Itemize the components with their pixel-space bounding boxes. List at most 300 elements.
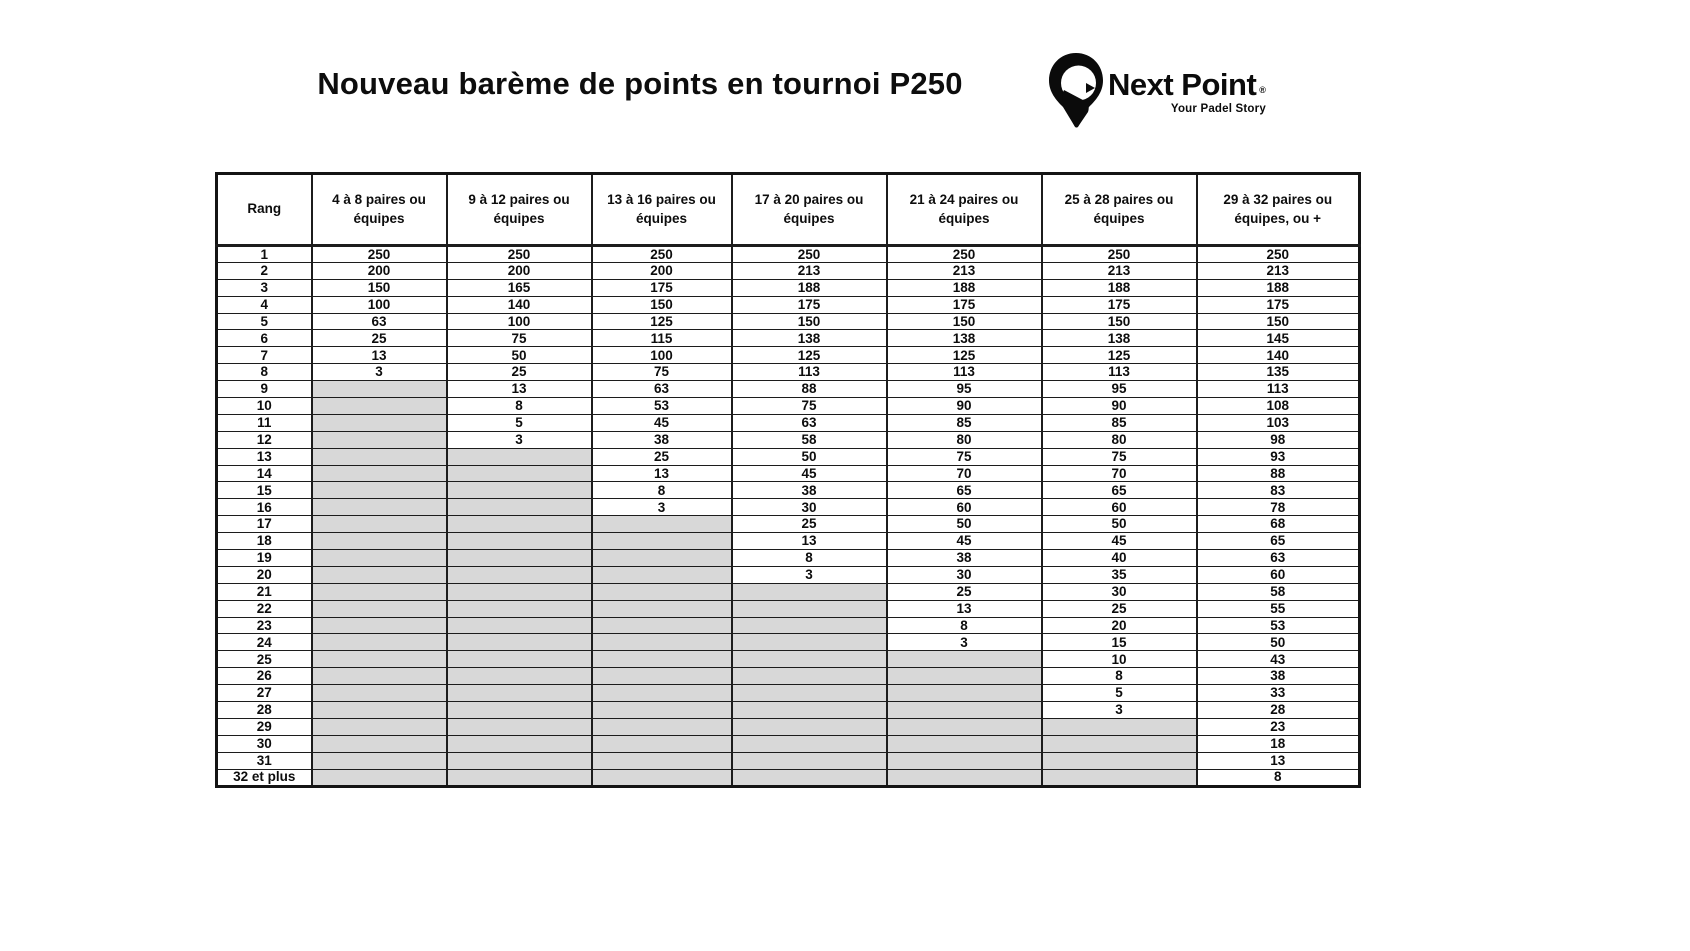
table-row xyxy=(217,702,1360,719)
points-cell: 50 xyxy=(732,448,887,465)
points-cell: 150 xyxy=(1197,313,1360,330)
table-row xyxy=(217,752,1360,769)
points-cell: 175 xyxy=(592,279,732,296)
points-cell: 53 xyxy=(1197,617,1360,634)
empty-points-cell xyxy=(887,718,1042,735)
points-table-wrapper xyxy=(215,172,1361,788)
rank-cell: 18 xyxy=(217,533,312,550)
table-row xyxy=(217,364,1360,381)
points-cell: 13 xyxy=(887,600,1042,617)
rank-cell: 28 xyxy=(217,702,312,719)
points-cell: 90 xyxy=(1042,398,1197,415)
points-cell: 175 xyxy=(732,296,887,313)
empty-points-cell xyxy=(592,769,732,786)
table-row xyxy=(217,550,1360,567)
points-cell: 68 xyxy=(1197,516,1360,533)
points-cell: 188 xyxy=(1197,279,1360,296)
table-row xyxy=(217,262,1360,279)
empty-points-cell xyxy=(447,550,592,567)
points-cell: 150 xyxy=(732,313,887,330)
points-cell: 83 xyxy=(1197,482,1360,499)
points-cell: 88 xyxy=(1197,465,1360,482)
points-cell: 40 xyxy=(1042,550,1197,567)
nextpoint-pin-icon xyxy=(1048,52,1104,132)
points-cell: 45 xyxy=(1042,533,1197,550)
points-cell: 188 xyxy=(1042,279,1197,296)
points-cell: 213 xyxy=(887,262,1042,279)
points-cell: 138 xyxy=(887,330,1042,347)
empty-points-cell xyxy=(732,769,887,786)
points-cell: 60 xyxy=(1197,566,1360,583)
empty-points-cell xyxy=(447,702,592,719)
points-cell: 250 xyxy=(1042,246,1197,263)
points-cell: 200 xyxy=(447,262,592,279)
rank-cell: 8 xyxy=(217,364,312,381)
points-cell: 213 xyxy=(1042,262,1197,279)
empty-points-cell xyxy=(732,718,887,735)
points-cell: 5 xyxy=(447,414,592,431)
points-cell: 65 xyxy=(1042,482,1197,499)
rank-cell: 17 xyxy=(217,516,312,533)
points-cell: 25 xyxy=(1042,600,1197,617)
page-title: Nouveau barème de points en tournoi P250 xyxy=(317,66,963,101)
points-cell: 8 xyxy=(1197,769,1360,786)
points-cell: 78 xyxy=(1197,499,1360,516)
empty-points-cell xyxy=(312,516,447,533)
points-cell: 200 xyxy=(592,262,732,279)
points-cell: 63 xyxy=(592,381,732,398)
points-cell: 50 xyxy=(1197,634,1360,651)
points-cell: 75 xyxy=(447,330,592,347)
points-cell: 188 xyxy=(732,279,887,296)
points-cell: 150 xyxy=(887,313,1042,330)
empty-points-cell xyxy=(312,702,447,719)
points-cell: 95 xyxy=(1042,381,1197,398)
points-cell: 60 xyxy=(887,499,1042,516)
points-cell: 188 xyxy=(887,279,1042,296)
empty-points-cell xyxy=(447,617,592,634)
empty-points-cell xyxy=(592,617,732,634)
empty-points-cell xyxy=(592,718,732,735)
empty-points-cell xyxy=(592,752,732,769)
points-cell: 28 xyxy=(1197,702,1360,719)
empty-points-cell xyxy=(312,600,447,617)
column-header: 9 à 12 paires ou équipes xyxy=(447,174,592,246)
points-cell: 140 xyxy=(447,296,592,313)
rank-cell: 12 xyxy=(217,431,312,448)
brand-tagline: Your Padel Story xyxy=(1170,103,1266,115)
points-cell: 213 xyxy=(732,262,887,279)
empty-points-cell xyxy=(732,583,887,600)
header-row xyxy=(217,174,1360,246)
points-cell: 175 xyxy=(1197,296,1360,313)
points-cell: 175 xyxy=(887,296,1042,313)
points-cell: 60 xyxy=(1042,499,1197,516)
empty-points-cell xyxy=(447,600,592,617)
empty-points-cell xyxy=(447,533,592,550)
empty-points-cell xyxy=(312,634,447,651)
empty-points-cell xyxy=(887,651,1042,668)
rank-cell: 27 xyxy=(217,685,312,702)
points-cell: 45 xyxy=(887,533,1042,550)
empty-points-cell xyxy=(312,668,447,685)
points-cell: 3 xyxy=(592,499,732,516)
empty-points-cell xyxy=(592,735,732,752)
empty-points-cell xyxy=(1042,718,1197,735)
rank-cell: 3 xyxy=(217,279,312,296)
table-row xyxy=(217,296,1360,313)
points-cell: 135 xyxy=(1197,364,1360,381)
rank-cell: 30 xyxy=(217,735,312,752)
empty-points-cell xyxy=(447,685,592,702)
empty-points-cell xyxy=(312,566,447,583)
points-cell: 35 xyxy=(1042,566,1197,583)
points-cell: 30 xyxy=(1042,583,1197,600)
points-cell: 8 xyxy=(1042,668,1197,685)
empty-points-cell xyxy=(1042,735,1197,752)
points-cell: 75 xyxy=(732,398,887,415)
empty-points-cell xyxy=(592,600,732,617)
points-cell: 95 xyxy=(887,381,1042,398)
points-cell: 3 xyxy=(312,364,447,381)
points-cell: 38 xyxy=(732,482,887,499)
points-cell: 8 xyxy=(732,550,887,567)
rank-cell: 16 xyxy=(217,499,312,516)
points-cell: 23 xyxy=(1197,718,1360,735)
empty-points-cell xyxy=(732,600,887,617)
points-cell: 13 xyxy=(1197,752,1360,769)
points-cell: 200 xyxy=(312,262,447,279)
points-cell: 63 xyxy=(1197,550,1360,567)
points-cell: 5 xyxy=(1042,685,1197,702)
empty-points-cell xyxy=(1042,769,1197,786)
empty-points-cell xyxy=(447,482,592,499)
rank-cell: 31 xyxy=(217,752,312,769)
points-cell: 58 xyxy=(732,431,887,448)
points-cell: 213 xyxy=(1197,262,1360,279)
empty-points-cell xyxy=(312,465,447,482)
table-row xyxy=(217,735,1360,752)
points-cell: 125 xyxy=(592,313,732,330)
empty-points-cell xyxy=(592,516,732,533)
column-header-rank: Rang xyxy=(217,174,312,246)
empty-points-cell xyxy=(447,516,592,533)
rank-cell: 13 xyxy=(217,448,312,465)
empty-points-cell xyxy=(312,651,447,668)
empty-points-cell xyxy=(312,735,447,752)
brand-name: Next Point xyxy=(1108,67,1257,102)
points-cell: 80 xyxy=(887,431,1042,448)
rank-cell: 1 xyxy=(217,246,312,263)
points-cell: 70 xyxy=(1042,465,1197,482)
table-row xyxy=(217,448,1360,465)
empty-points-cell xyxy=(312,398,447,415)
table-row xyxy=(217,347,1360,364)
points-cell: 25 xyxy=(592,448,732,465)
rank-cell: 2 xyxy=(217,262,312,279)
points-cell: 165 xyxy=(447,279,592,296)
table-row xyxy=(217,414,1360,431)
empty-points-cell xyxy=(732,735,887,752)
empty-points-cell xyxy=(312,583,447,600)
table-row xyxy=(217,600,1360,617)
rank-cell: 6 xyxy=(217,330,312,347)
empty-points-cell xyxy=(447,752,592,769)
registered-mark: ® xyxy=(1259,85,1266,95)
points-cell: 45 xyxy=(732,465,887,482)
points-cell: 113 xyxy=(887,364,1042,381)
points-cell: 25 xyxy=(732,516,887,533)
empty-points-cell xyxy=(887,702,1042,719)
rank-cell: 26 xyxy=(217,668,312,685)
points-cell: 250 xyxy=(887,246,1042,263)
points-cell: 43 xyxy=(1197,651,1360,668)
empty-points-cell xyxy=(592,533,732,550)
empty-points-cell xyxy=(732,634,887,651)
table-row xyxy=(217,398,1360,415)
points-cell: 63 xyxy=(732,414,887,431)
points-cell: 63 xyxy=(312,313,447,330)
empty-points-cell xyxy=(447,499,592,516)
points-cell: 38 xyxy=(887,550,1042,567)
points-cell: 150 xyxy=(1042,313,1197,330)
empty-points-cell xyxy=(447,583,592,600)
points-cell: 25 xyxy=(447,364,592,381)
points-cell: 250 xyxy=(447,246,592,263)
points-cell: 150 xyxy=(312,279,447,296)
column-header: 17 à 20 paires ou équipes xyxy=(732,174,887,246)
empty-points-cell xyxy=(312,431,447,448)
points-cell: 30 xyxy=(732,499,887,516)
rank-cell: 9 xyxy=(217,381,312,398)
points-cell: 15 xyxy=(1042,634,1197,651)
points-cell: 70 xyxy=(887,465,1042,482)
table-row xyxy=(217,465,1360,482)
points-cell: 38 xyxy=(592,431,732,448)
points-cell: 103 xyxy=(1197,414,1360,431)
points-cell: 25 xyxy=(312,330,447,347)
table-header xyxy=(217,174,1360,246)
points-cell: 3 xyxy=(887,634,1042,651)
empty-points-cell xyxy=(732,702,887,719)
points-cell: 25 xyxy=(887,583,1042,600)
empty-points-cell xyxy=(592,583,732,600)
table-row xyxy=(217,769,1360,786)
table-row xyxy=(217,651,1360,668)
empty-points-cell xyxy=(887,685,1042,702)
empty-points-cell xyxy=(887,769,1042,786)
empty-points-cell xyxy=(312,414,447,431)
rank-cell: 32 et plus xyxy=(217,769,312,786)
rank-cell: 21 xyxy=(217,583,312,600)
points-cell: 108 xyxy=(1197,398,1360,415)
points-cell: 75 xyxy=(887,448,1042,465)
points-cell: 250 xyxy=(732,246,887,263)
points-cell: 113 xyxy=(1042,364,1197,381)
rank-cell: 15 xyxy=(217,482,312,499)
empty-points-cell xyxy=(447,718,592,735)
table-row xyxy=(217,381,1360,398)
table-row xyxy=(217,533,1360,550)
table-row xyxy=(217,279,1360,296)
points-cell: 3 xyxy=(732,566,887,583)
empty-points-cell xyxy=(887,735,1042,752)
rank-cell: 25 xyxy=(217,651,312,668)
points-cell: 250 xyxy=(592,246,732,263)
points-cell: 20 xyxy=(1042,617,1197,634)
empty-points-cell xyxy=(592,651,732,668)
rank-cell: 14 xyxy=(217,465,312,482)
points-cell: 100 xyxy=(592,347,732,364)
rank-cell: 23 xyxy=(217,617,312,634)
empty-points-cell xyxy=(312,718,447,735)
points-cell: 30 xyxy=(887,566,1042,583)
empty-points-cell xyxy=(312,685,447,702)
empty-points-cell xyxy=(312,550,447,567)
points-cell: 93 xyxy=(1197,448,1360,465)
column-header: 21 à 24 paires ou équipes xyxy=(887,174,1042,246)
points-cell: 115 xyxy=(592,330,732,347)
points-cell: 65 xyxy=(887,482,1042,499)
rank-cell: 24 xyxy=(217,634,312,651)
points-cell: 175 xyxy=(1042,296,1197,313)
empty-points-cell xyxy=(312,448,447,465)
points-cell: 150 xyxy=(592,296,732,313)
empty-points-cell xyxy=(1042,752,1197,769)
points-cell: 140 xyxy=(1197,347,1360,364)
points-cell: 3 xyxy=(447,431,592,448)
table-row xyxy=(217,313,1360,330)
points-cell: 8 xyxy=(592,482,732,499)
points-table xyxy=(215,172,1361,788)
empty-points-cell xyxy=(312,482,447,499)
points-cell: 65 xyxy=(1197,533,1360,550)
points-cell: 85 xyxy=(887,414,1042,431)
points-cell: 75 xyxy=(592,364,732,381)
points-cell: 38 xyxy=(1197,668,1360,685)
points-cell: 13 xyxy=(447,381,592,398)
rank-cell: 4 xyxy=(217,296,312,313)
points-cell: 8 xyxy=(887,617,1042,634)
empty-points-cell xyxy=(592,634,732,651)
points-cell: 80 xyxy=(1042,431,1197,448)
table-row xyxy=(217,617,1360,634)
points-cell: 8 xyxy=(447,398,592,415)
table-row xyxy=(217,330,1360,347)
points-cell: 75 xyxy=(1042,448,1197,465)
empty-points-cell xyxy=(312,617,447,634)
empty-points-cell xyxy=(312,381,447,398)
points-cell: 113 xyxy=(732,364,887,381)
points-cell: 13 xyxy=(592,465,732,482)
empty-points-cell xyxy=(592,702,732,719)
column-header: 13 à 16 paires ou équipes xyxy=(592,174,732,246)
points-cell: 250 xyxy=(312,246,447,263)
points-cell: 3 xyxy=(1042,702,1197,719)
empty-points-cell xyxy=(312,752,447,769)
brand-text-block xyxy=(1108,69,1266,115)
table-row xyxy=(217,685,1360,702)
empty-points-cell xyxy=(447,769,592,786)
rank-cell: 5 xyxy=(217,313,312,330)
rank-cell: 19 xyxy=(217,550,312,567)
points-cell: 145 xyxy=(1197,330,1360,347)
table-row xyxy=(217,431,1360,448)
points-cell: 113 xyxy=(1197,381,1360,398)
empty-points-cell xyxy=(312,499,447,516)
table-row xyxy=(217,482,1360,499)
empty-points-cell xyxy=(592,685,732,702)
table-row xyxy=(217,634,1360,651)
rank-cell: 20 xyxy=(217,566,312,583)
points-cell: 50 xyxy=(1042,516,1197,533)
points-cell: 10 xyxy=(1042,651,1197,668)
column-header: 25 à 28 paires ou équipes xyxy=(1042,174,1197,246)
empty-points-cell xyxy=(887,668,1042,685)
points-cell: 50 xyxy=(447,347,592,364)
points-cell: 125 xyxy=(887,347,1042,364)
empty-points-cell xyxy=(732,685,887,702)
table-row xyxy=(217,516,1360,533)
empty-points-cell xyxy=(732,651,887,668)
empty-points-cell xyxy=(447,448,592,465)
empty-points-cell xyxy=(447,668,592,685)
empty-points-cell xyxy=(732,752,887,769)
empty-points-cell xyxy=(732,617,887,634)
points-cell: 18 xyxy=(1197,735,1360,752)
points-cell: 58 xyxy=(1197,583,1360,600)
points-cell: 250 xyxy=(1197,246,1360,263)
points-cell: 55 xyxy=(1197,600,1360,617)
points-cell: 45 xyxy=(592,414,732,431)
empty-points-cell xyxy=(592,668,732,685)
table-row xyxy=(217,718,1360,735)
points-cell: 138 xyxy=(1042,330,1197,347)
table-body xyxy=(217,246,1360,787)
points-cell: 13 xyxy=(312,347,447,364)
points-cell: 138 xyxy=(732,330,887,347)
empty-points-cell xyxy=(447,465,592,482)
points-cell: 85 xyxy=(1042,414,1197,431)
empty-points-cell xyxy=(447,634,592,651)
table-row xyxy=(217,668,1360,685)
table-row xyxy=(217,566,1360,583)
points-cell: 100 xyxy=(312,296,447,313)
empty-points-cell xyxy=(732,668,887,685)
empty-points-cell xyxy=(887,752,1042,769)
points-cell: 88 xyxy=(732,381,887,398)
brand-logo xyxy=(1048,52,1266,132)
empty-points-cell xyxy=(312,533,447,550)
empty-points-cell xyxy=(447,735,592,752)
rank-cell: 7 xyxy=(217,347,312,364)
empty-points-cell xyxy=(592,550,732,567)
empty-points-cell xyxy=(447,566,592,583)
rank-cell: 29 xyxy=(217,718,312,735)
points-cell: 53 xyxy=(592,398,732,415)
points-cell: 125 xyxy=(1042,347,1197,364)
points-cell: 125 xyxy=(732,347,887,364)
rank-cell: 10 xyxy=(217,398,312,415)
points-cell: 90 xyxy=(887,398,1042,415)
points-cell: 100 xyxy=(447,313,592,330)
points-cell: 13 xyxy=(732,533,887,550)
column-header: 29 à 32 paires ou équipes, ou + xyxy=(1197,174,1360,246)
empty-points-cell xyxy=(592,566,732,583)
table-row xyxy=(217,246,1360,263)
rank-cell: 11 xyxy=(217,414,312,431)
empty-points-cell xyxy=(447,651,592,668)
